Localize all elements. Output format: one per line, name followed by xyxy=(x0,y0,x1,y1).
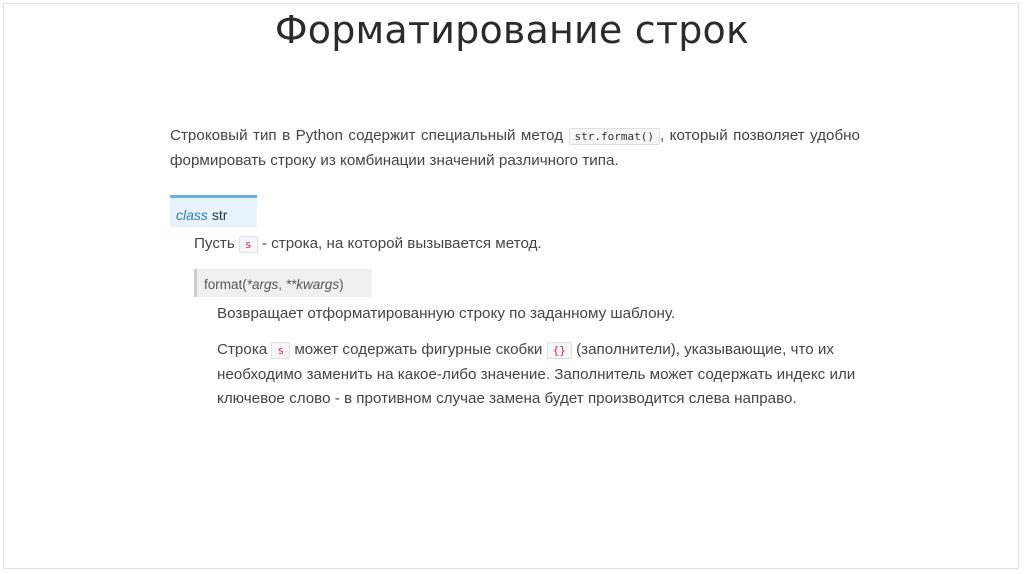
slide-frame xyxy=(3,3,1019,569)
method-args: *args xyxy=(246,277,279,292)
md2-part1: Строка xyxy=(217,341,268,358)
str-format-code: str.format() xyxy=(569,128,660,145)
md2-part2: может содержать фигурные скобки xyxy=(294,341,543,358)
md2-part3: (заполнители), указывающие, что их необходимо заменить на какое-либо значение. Заполнитель может содержать индекс или ключевое слово - в противном случае замена будет производится слева направо. xyxy=(217,341,856,407)
s-code: s xyxy=(239,236,258,253)
class-description xyxy=(194,232,542,257)
class-keyword: class xyxy=(176,207,208,223)
intro-text-after: , который позволяет удобно формировать строку из комбинации значений различного типа. xyxy=(170,127,860,169)
braces-code: {} xyxy=(547,342,572,359)
doc-content xyxy=(170,124,860,407)
s-code-2: s xyxy=(271,342,290,359)
method-description-placeholders xyxy=(217,338,862,411)
method-name: format( xyxy=(204,277,247,292)
method-description-returns: Возвращает отформатированную строку по заданному шаблону. xyxy=(217,305,676,322)
intro-paragraph xyxy=(170,124,860,173)
method-close: ) xyxy=(339,277,344,292)
class-desc-after: - строка, на которой вызывается метод. xyxy=(261,235,542,252)
class-desc-before: Пусть xyxy=(194,235,235,252)
class-signature xyxy=(170,195,257,227)
intro-text-before: Строковый тип в Python содержит специальный метод xyxy=(170,127,564,144)
class-name: str xyxy=(211,207,228,223)
method-signature xyxy=(194,269,372,297)
method-sep: , xyxy=(278,277,286,292)
method-kwargs: **kwargs xyxy=(285,277,340,292)
page-title: Форматирование строк xyxy=(274,8,750,52)
